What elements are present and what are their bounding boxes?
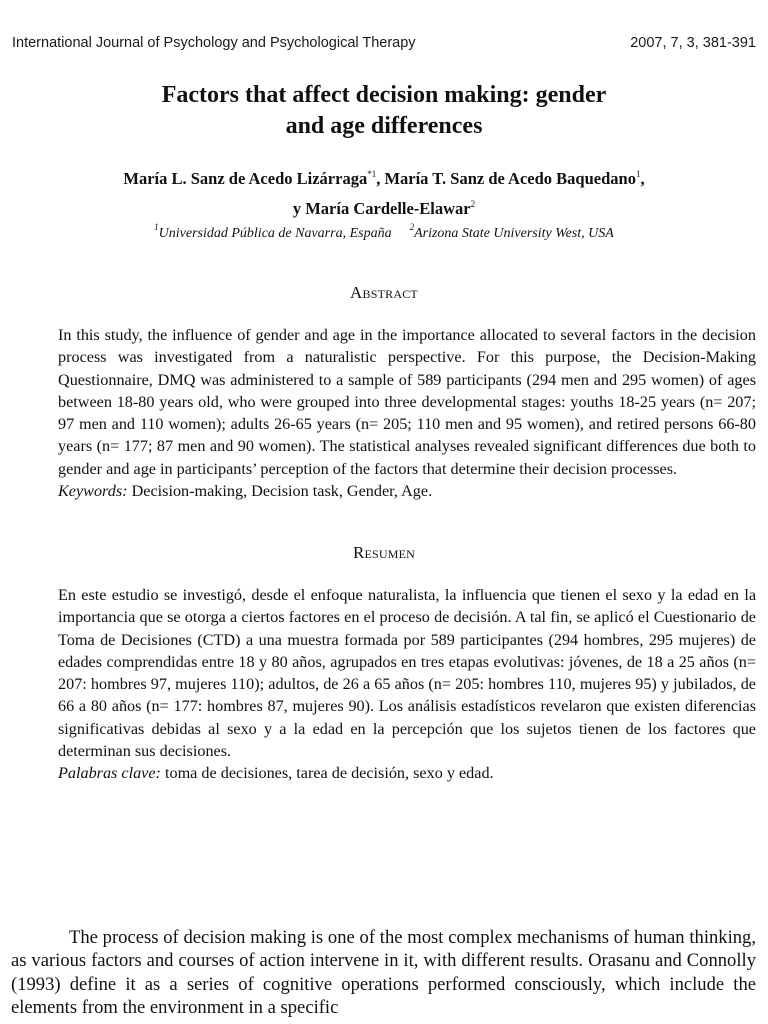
abstract-heading: Abstract (350, 283, 418, 302)
resumen-heading: Resumen (352, 543, 416, 562)
journal-name: International Journal of Psychology and Psychological Therapy (12, 35, 416, 51)
palabras-clave: toma de decisiones, tarea de decisión, sexo y edad. (165, 764, 494, 783)
author-3-affiliation-mark: 2 (470, 199, 476, 209)
affiliation-2-mark: 2 (409, 222, 415, 232)
authors-line-2 (0, 194, 768, 224)
paper-title (0, 80, 768, 142)
title-line-1: Factors that affect decision making: gender (161, 82, 607, 108)
author-list (0, 164, 768, 224)
abstract-paragraph: In this study, the influence of gender and age in the importance allocated to several factors in the decision process was investigated from a naturalistic perspective. For this purpose, the Decision-Making Questionnaire, DMQ was administered to a sample of 589 participants (294 men and 295 women) of ages between 18-80 years old, who were grouped into three developmental stages: youths 18-25 years (n= 207; 97 men and 110 women); adults 26-65 years (n= 205; 110 men and 95 women), and retired persons 66-80 years (n= 177; 87 men and 90 women). The statistical analyses revealed significant differences due both to gender and age in participants’ perception of the factors that determine their decision processes. (58, 326, 756, 478)
keywords-label: Keywords: (58, 482, 128, 501)
affiliation-1: Universidad Pública de Navarra, España (158, 226, 392, 241)
title-line-2: and age differences (285, 113, 483, 139)
keywords: Decision-making, Decision task, Gender, Age. (131, 482, 433, 501)
author-2: María T. Sanz de Acedo Baquedano (384, 169, 636, 188)
author-2-affiliation-mark: 1 (635, 169, 641, 179)
palabras-clave-label: Palabras clave: (58, 764, 161, 783)
author-1-affiliation-mark: *1 (367, 169, 377, 179)
citation-info: 2007, 7, 3, 381-391 (630, 35, 756, 51)
resumen-text (58, 584, 756, 785)
author-separator: , (376, 169, 385, 188)
author-3: María Cardelle-Elawar (305, 199, 471, 218)
author-3-prefix: y (292, 199, 306, 218)
body-paragraph-text: The process of decision making is one of the most complex mechanisms of human thinking, as various factors and courses of action intervene in it, with different results. Orasanu and Connolly (1993) define it as a series of cognitive operations performed consciously, which include the elements from the environment in a specific (11, 927, 756, 1018)
affiliation-2: Arizona State University West, USA (414, 226, 614, 241)
resumen-paragraph: En este estudio se investigó, desde el enfoque naturalista, la influencia que tienen el sexo y la edad en la importancia que se otorga a ciertos factores en el proceso de decisión. A tal fin, se aplicó el Cuestionario de Toma de Decisiones (CTD) a una muestra formada por 589 participantes (294 hombres, 295 mujeres) de edades comprendidas entre 18 y 80 años, agrupados en tres etapas evolutivas: jóvenes, de 18 a 25 años (n= 207: hombres 97, mujeres 110); adultos, de 26 a 65 años (n= 205: hombres 110, mujeres 95) y jubilados, de 66 a 80 años (n= 177: hombres 87, mujeres 90). Los análisis estadísticos revelaron que existen diferencias significativas debidas al sexo y a la edad en la percepción que los sujetos tienen de los factores que determinan sus decisiones. (58, 586, 756, 761)
running-header (12, 35, 756, 51)
abstract-text (58, 324, 756, 502)
affiliations (0, 222, 768, 242)
body-paragraph (11, 926, 756, 1019)
author-1: María L. Sanz de Acedo Lizárraga (123, 169, 368, 188)
authors-line-1 (0, 164, 768, 194)
author-trailing-comma: , (640, 169, 645, 188)
affiliation-1-mark: 1 (154, 222, 159, 232)
